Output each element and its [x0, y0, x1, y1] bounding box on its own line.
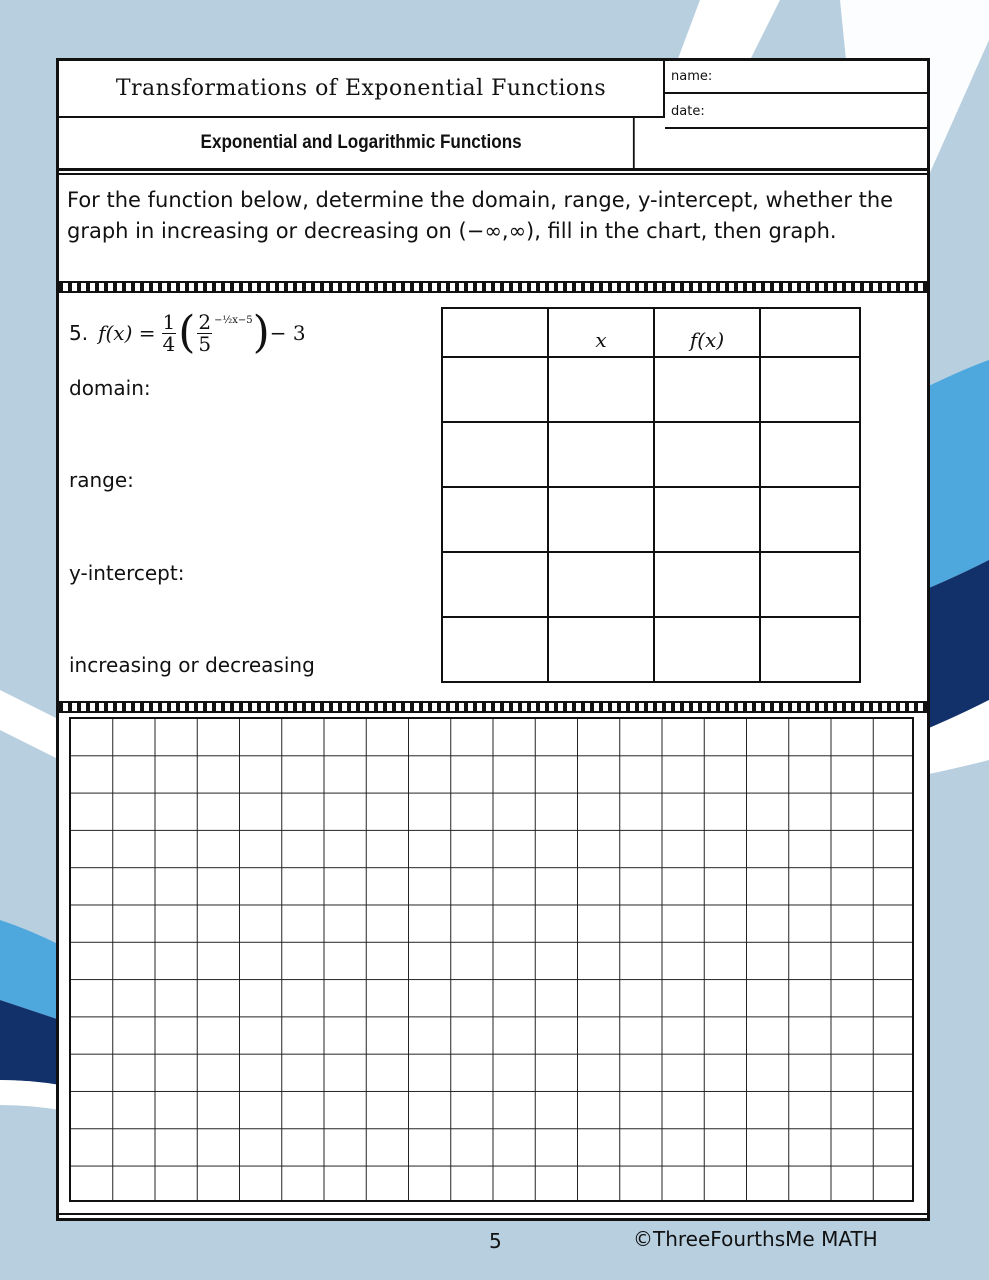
table-header-row — [442, 308, 860, 357]
table-row — [442, 422, 860, 487]
dotted-divider — [59, 281, 927, 293]
table-row — [442, 357, 860, 422]
table-cell[interactable] — [760, 357, 860, 422]
table-header-cell — [760, 308, 860, 357]
table-row — [442, 617, 860, 682]
worksheet-subtitle: Exponential and Logarithmic Functions — [89, 118, 634, 168]
left-paren: ( — [178, 307, 196, 358]
value-table — [441, 307, 861, 683]
divider — [59, 168, 927, 171]
table-cell[interactable] — [654, 617, 760, 682]
worksheet-title: Transformations of Exponential Functions — [59, 61, 665, 118]
date-label: date: — [671, 104, 705, 119]
table-cell[interactable] — [548, 487, 654, 552]
coef-denominator: 4 — [162, 331, 176, 356]
divider — [59, 173, 927, 175]
increasing-decreasing-label: increasing or decreasing — [69, 653, 315, 677]
coefficient-fraction — [162, 309, 177, 356]
table-cell[interactable] — [654, 487, 760, 552]
graph-grid[interactable] — [69, 717, 914, 1202]
coef-numerator: 1 — [162, 309, 176, 334]
table-cell[interactable] — [654, 357, 760, 422]
copyright: ©ThreeFourthsMe MATH — [633, 1227, 878, 1251]
table-cell[interactable] — [442, 617, 548, 682]
table-cell[interactable] — [654, 422, 760, 487]
function-lhs: f(x) = — [98, 321, 156, 345]
worksheet-page — [56, 58, 930, 1253]
exponent: −½x−5 — [214, 315, 253, 326]
date-field[interactable] — [665, 96, 927, 129]
table-cell[interactable] — [442, 422, 548, 487]
base-fraction — [197, 309, 212, 356]
table-cell[interactable] — [654, 552, 760, 617]
name-label: name: — [671, 69, 713, 84]
footer-divider — [59, 1213, 927, 1215]
instructions: For the function below, determine the domain, range, y-intercept, whether the graph in increasing or decreasing on (−∞,∞), fill in the chart, then graph. — [67, 188, 894, 243]
table-cell[interactable] — [760, 552, 860, 617]
table-cell[interactable] — [442, 552, 548, 617]
constant-term: − 3 — [269, 321, 306, 345]
table-cell[interactable] — [760, 617, 860, 682]
right-paren: ) — [252, 307, 270, 358]
page-number: 5 — [489, 1229, 502, 1253]
table-header-cell — [442, 308, 548, 357]
table-cell[interactable] — [548, 617, 654, 682]
table-header-x: x — [548, 308, 654, 357]
base-numerator: 2 — [198, 309, 212, 334]
table-cell[interactable] — [548, 357, 654, 422]
dotted-divider — [59, 701, 927, 713]
table-row — [442, 552, 860, 617]
table-cell[interactable] — [760, 487, 860, 552]
table-row — [442, 487, 860, 552]
table-cell[interactable] — [548, 552, 654, 617]
name-field[interactable] — [665, 61, 927, 94]
problem-equation — [69, 307, 306, 358]
y-intercept-label: y-intercept: — [69, 561, 185, 585]
base-denominator: 5 — [198, 331, 212, 356]
table-cell[interactable] — [760, 422, 860, 487]
domain-label: domain: — [69, 376, 151, 400]
table-cell[interactable] — [442, 487, 548, 552]
table-cell[interactable] — [442, 357, 548, 422]
table-cell[interactable] — [548, 422, 654, 487]
problem-number: 5. — [69, 321, 89, 345]
range-label: range: — [69, 468, 134, 492]
table-header-fx: f(x) — [654, 308, 760, 357]
